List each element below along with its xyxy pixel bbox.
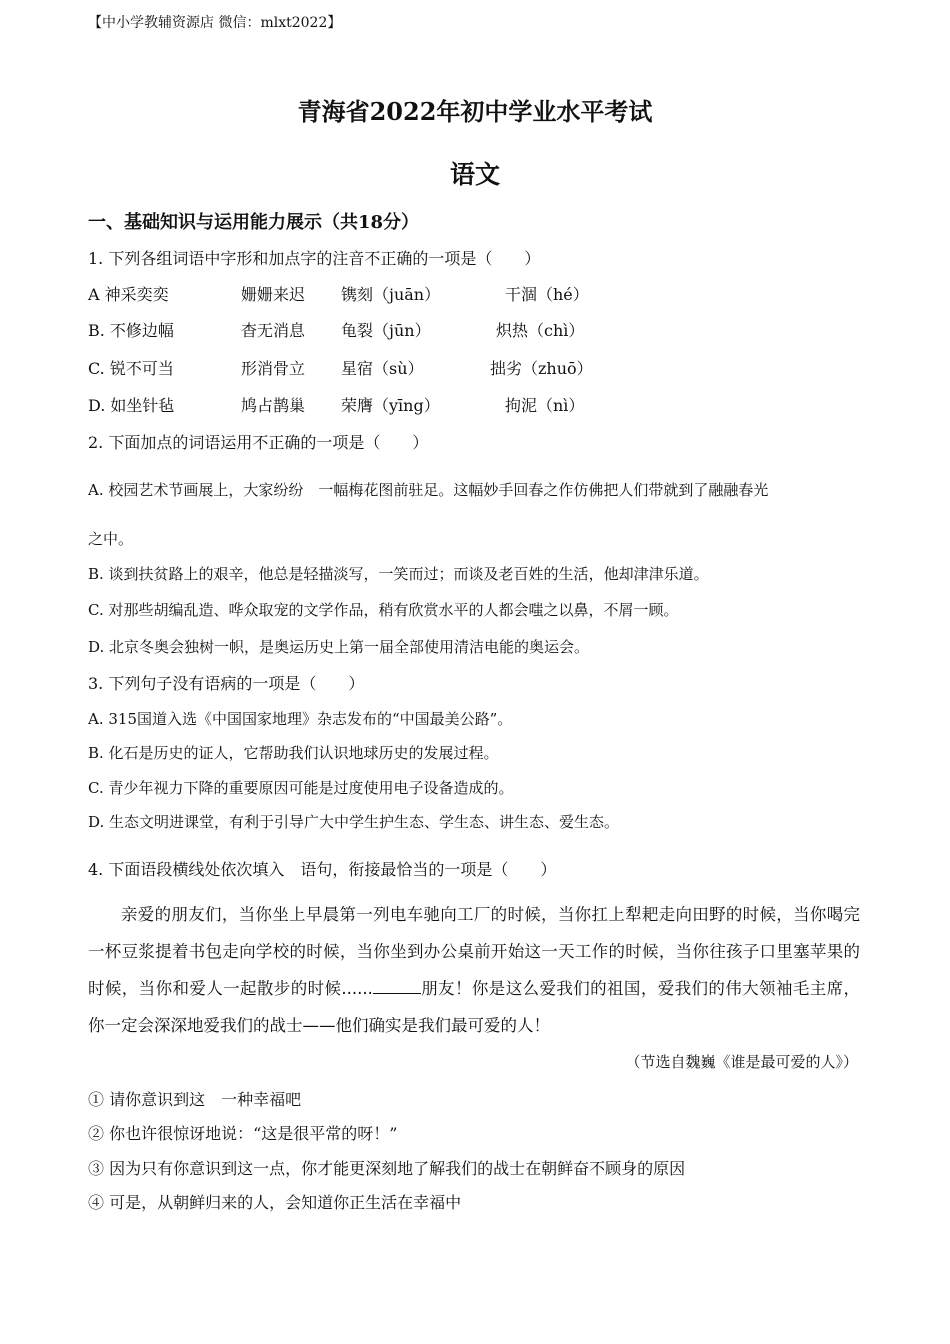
q1-option-c-word3: 星宿（sù） [341, 359, 424, 378]
q1-option-b-word3: 龟裂（jūn） [341, 321, 431, 340]
q4-item-3: ③ 因为只有你意识到这一点，你才能更深刻地了解我们的战士在朝鲜奋不顾身的原因 [88, 1159, 686, 1178]
q2-option-d: D. 北京冬奥会独树一帜，是奥运历史上第一届全部使用清洁电能的奥运会。 [88, 638, 590, 656]
q1-option-d: D. 如坐针毡 [88, 396, 175, 415]
passage-part-2: 朋友！你是这么爱我们的祖国，爱我们的伟大领袖毛主席，你一定会深深地爱我们的战士——他们确实是我们最可爱的人！ [88, 979, 860, 1035]
section-heading: 一、基础知识与运用能力展示（共18分） [88, 212, 420, 233]
question-1-stem: 1. 下列各组词语中字形和加点字的注音不正确的一项是（ ） [88, 249, 541, 268]
q1-option-c: C. 锐不可当 [88, 359, 174, 378]
q1-option-b-word2: 杳无消息 [241, 321, 306, 340]
fill-blank [373, 979, 421, 994]
q4-item-4: ④ 可是，从朝鲜归来的人，会知道你正生活在幸福中 [88, 1193, 462, 1212]
q2-option-a: A. 校园艺术节画展上，大家纷纷 一幅梅花图前驻足。这幅妙手回春之作仿佛把人们带就到了融融春光 [88, 481, 769, 499]
q3-option-a: A. 315国道入选《中国国家地理》杂志发布的“中国最美公路”。 [88, 710, 513, 728]
q3-option-c: C. 青少年视力下降的重要原因可能是过度使用电子设备造成的。 [88, 779, 514, 797]
reading-passage [88, 896, 860, 1044]
q1-option-b: B. 不修边幅 [88, 321, 174, 340]
q3-option-b: B. 化石是历史的证人，它帮助我们认识地球历史的发展过程。 [88, 744, 499, 762]
passage-part-1: 亲爱的朋友们，当你坐上早晨第一列电车驰向工厂的时候，当你扛上犁耙走向田野的时候，当你喝完一杯豆浆提着书包走向学校的时候，当你坐到办公桌前开始这一天工作的时候，当你往孩子口里塞苹果的时候，当你和爱人一起散步的时候...... [88, 905, 860, 998]
question-2-stem: 2. 下面加点的词语运用不正确的一项是（ ） [88, 433, 429, 452]
q1-option-a-word3: 镌刻（juān） [341, 285, 441, 304]
question-4-stem: 4. 下面语段横线处依次填入 语句，衔接最恰当的一项是（ ） [88, 860, 557, 879]
q1-option-d-word2: 鸠占鹊巢 [241, 396, 306, 415]
passage-source: （节选自魏巍《谁是最可爱的人》） [625, 1053, 858, 1071]
q4-item-1: ① 请你意识到这 一种幸福吧 [88, 1090, 302, 1109]
question-3-stem: 3. 下列句子没有语病的一项是（ ） [88, 674, 365, 693]
exam-title: 青海省2022年初中学业水平考试 [297, 97, 653, 126]
q3-option-d: D. 生态文明进课堂，有利于引导广大中学生护生态、学生态、讲生态、爱生态。 [88, 813, 620, 831]
q2-option-a-continued: 之中。 [88, 530, 134, 548]
q2-option-b: B. 谈到扶贫路上的艰辛，他总是轻描淡写，一笑而过；而谈及老百姓的生活，他却津津乐道。 [88, 565, 709, 583]
exam-subject: 语文 [449, 160, 500, 189]
q1-option-a-word4: 干涸（hé） [505, 285, 589, 304]
q4-item-2: ② 你也许很惊讶地说：“这是很平常的呀！” [88, 1124, 398, 1143]
q1-option-a-word2: 姗姗来迟 [241, 285, 306, 304]
q1-option-c-word2: 形消骨立 [241, 359, 306, 378]
q2-option-c: C. 对那些胡编乱造、哗众取宠的文学作品，稍有欣赏水平的人都会嗤之以鼻，不屑一顾。 [88, 601, 679, 619]
q1-option-a: A 神采奕奕 [88, 285, 169, 304]
q1-option-d-word4: 拘泥（nì） [505, 396, 585, 415]
header-note: 【中小学教辅资源店 微信：mlxt2022】 [88, 15, 342, 31]
q1-option-d-word3: 荣膺（yīng） [341, 396, 440, 415]
q1-option-b-word4: 炽热（chì） [496, 321, 585, 340]
q1-option-c-word4: 拙劣（zhuō） [490, 359, 593, 378]
